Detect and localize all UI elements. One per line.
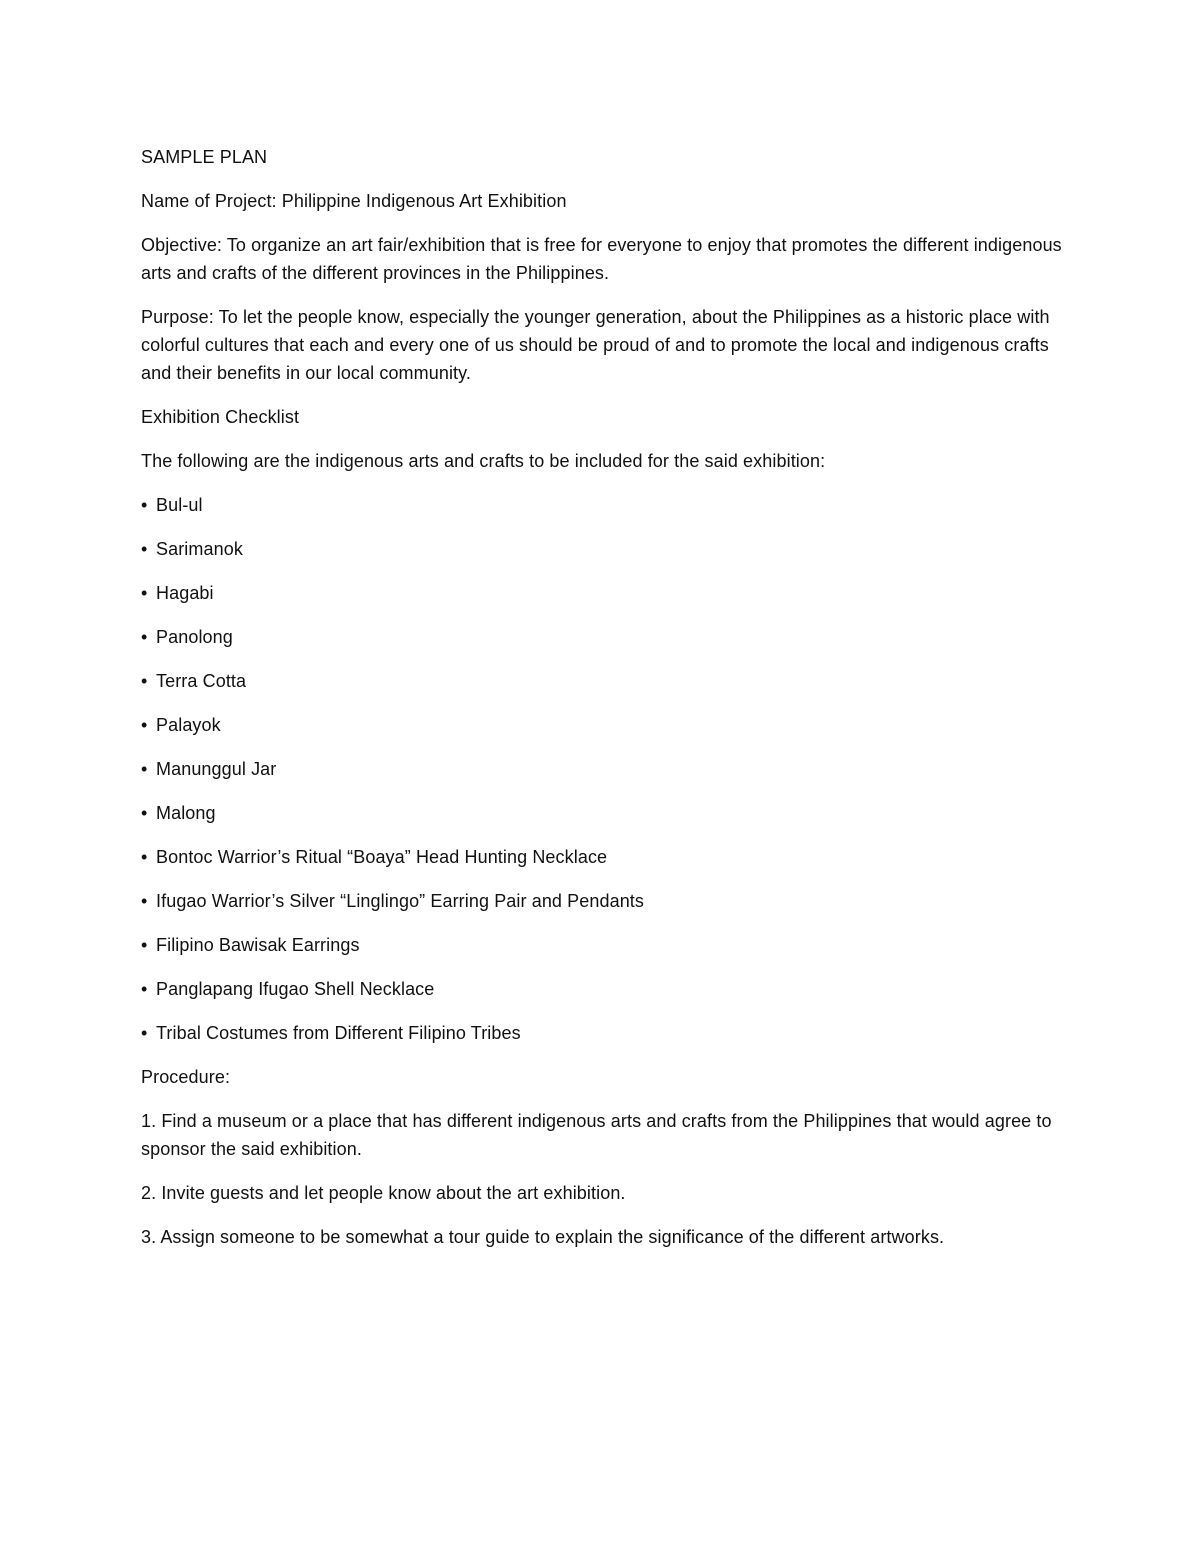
checklist-item: [141, 887, 1071, 915]
checklist-item: [141, 1019, 1071, 1047]
project-name-value: Philippine Indigenous Art Exhibition: [281, 191, 567, 211]
project-name-line: [141, 187, 1071, 215]
bullet-icon: •: [141, 891, 148, 911]
bullet-icon: •: [141, 847, 148, 867]
bullet-icon: •: [141, 539, 148, 559]
checklist: [141, 491, 1071, 1047]
checklist-heading: Exhibition Checklist: [141, 407, 300, 427]
bullet-icon: •: [141, 935, 148, 955]
checklist-item-text: Bontoc Warrior’s Ritual “Boaya” Head Hunting Necklace: [156, 847, 608, 867]
checklist-item: [141, 667, 1071, 695]
procedure-step: [141, 1107, 1071, 1163]
bullet-icon: •: [141, 979, 148, 999]
procedure-step-number: 1.: [141, 1111, 157, 1131]
checklist-item-text: Terra Cotta: [156, 671, 247, 691]
document-body: [141, 143, 1071, 1267]
checklist-item-text: Sarimanok: [156, 539, 243, 559]
bullet-icon: •: [141, 671, 148, 691]
checklist-item-text: Ifugao Warrior’s Silver “Linglingo” Earring Pair and Pendants: [156, 891, 645, 911]
purpose-label: Purpose:: [141, 307, 214, 327]
purpose-text: To let the people know, especially the younger generation, about the Philippines as a historic place with colorful cultures that each and every one of us should be proud of and to promote the local and indigenous crafts and their benefits in our local community.: [141, 307, 1050, 383]
checklist-intro: The following are the indigenous arts and crafts to be included for the said exhibition:: [141, 451, 826, 471]
bullet-icon: •: [141, 759, 148, 779]
checklist-item: [141, 491, 1071, 519]
checklist-item: [141, 535, 1071, 563]
procedure-step: [141, 1179, 1071, 1207]
checklist-item: [141, 579, 1071, 607]
procedure-step-text: Find a museum or a place that has different indigenous arts and crafts from the Philippines that would agree to sponsor the said exhibition.: [141, 1111, 1052, 1159]
checklist-item-text: Manunggul Jar: [156, 759, 277, 779]
bullet-icon: •: [141, 715, 148, 735]
checklist-item-text: Malong: [156, 803, 216, 823]
checklist-item-text: Panglapang Ifugao Shell Necklace: [156, 979, 435, 999]
bullet-icon: •: [141, 495, 148, 515]
bullet-icon: •: [141, 583, 148, 603]
checklist-item: [141, 623, 1071, 651]
procedure-step-text: Assign someone to be somewhat a tour guide to explain the significance of the different artworks.: [160, 1227, 945, 1247]
checklist-item-text: Hagabi: [156, 583, 214, 603]
checklist-item: [141, 755, 1071, 783]
checklist-item: [141, 931, 1071, 959]
checklist-item-text: Panolong: [156, 627, 233, 647]
bullet-icon: •: [141, 627, 148, 647]
procedure-steps: [141, 1107, 1071, 1251]
checklist-item-text: Palayok: [156, 715, 221, 735]
procedure-step-number: 2.: [141, 1183, 157, 1203]
objective-text: To organize an art fair/exhibition that is free for everyone to enjoy that promotes the different indigenous arts and crafts of the different provinces in the Philippines.: [141, 235, 1062, 283]
procedure-step-text: Invite guests and let people know about the art exhibition.: [161, 1183, 626, 1203]
objective-paragraph: [141, 231, 1071, 287]
procedure-heading: Procedure:: [141, 1067, 231, 1087]
objective-label: Objective:: [141, 235, 223, 255]
bullet-icon: •: [141, 1023, 148, 1043]
checklist-item: [141, 843, 1071, 871]
checklist-item: [141, 799, 1071, 827]
bullet-icon: •: [141, 803, 148, 823]
checklist-item: [141, 711, 1071, 739]
procedure-step: [141, 1223, 1071, 1251]
checklist-item: [141, 975, 1071, 1003]
checklist-item-text: Bul-ul: [156, 495, 203, 515]
purpose-paragraph: [141, 303, 1071, 387]
checklist-item-text: Filipino Bawisak Earrings: [156, 935, 360, 955]
project-name-label: Name of Project:: [141, 191, 277, 211]
checklist-item-text: Tribal Costumes from Different Filipino Tribes: [156, 1023, 521, 1043]
document-title: SAMPLE PLAN: [141, 147, 268, 167]
procedure-step-number: 3.: [141, 1227, 157, 1247]
